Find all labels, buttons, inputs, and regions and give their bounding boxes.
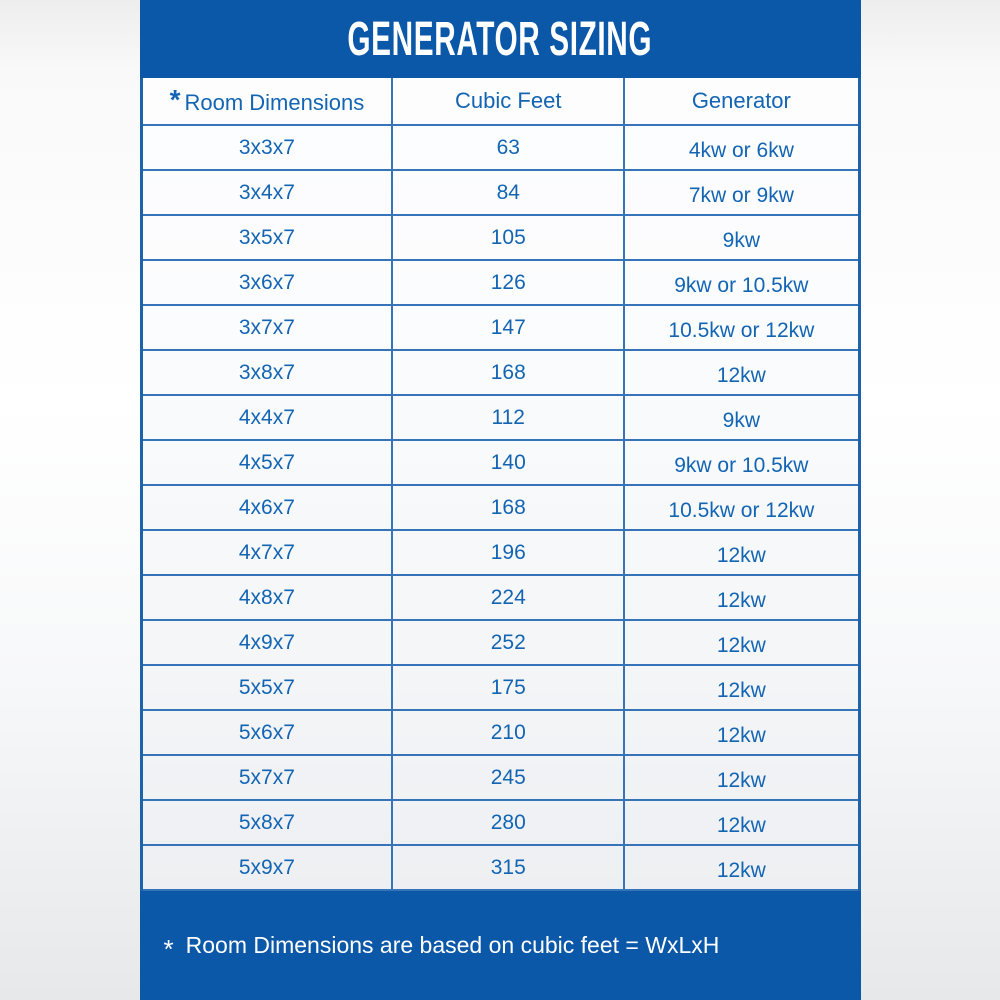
table-row [141, 395, 859, 440]
header-label-room-dimensions: Room Dimensions [184, 90, 365, 115]
cubic-feet-cell: 168 [392, 485, 624, 530]
generator-cell [624, 755, 859, 800]
cubic-feet-cell: 147 [392, 305, 624, 350]
table-row [141, 530, 859, 575]
cubic-feet-cell: 168 [392, 350, 624, 395]
cubic-feet-cell: 224 [392, 575, 624, 620]
room-dimensions-cell: 3x7x7 [141, 305, 392, 350]
generator-value: 9kw [722, 228, 761, 252]
cubic-feet-cell: 140 [392, 440, 624, 485]
cubic-feet-cell: 84 [392, 170, 624, 215]
cubic-feet-cell: 196 [392, 530, 624, 575]
generator-value: 10.5kw or 12kw [668, 498, 815, 522]
generator-cell [624, 260, 859, 305]
generator-value: 12kw [716, 813, 766, 837]
room-dimensions-cell: 5x8x7 [141, 800, 392, 845]
generator-value: 12kw [716, 633, 766, 657]
generator-cell [624, 170, 859, 215]
generator-cell [624, 305, 859, 350]
table-row [141, 350, 859, 395]
generator-value: 12kw [716, 858, 766, 882]
table-row [141, 620, 859, 665]
cubic-feet-cell: 112 [392, 395, 624, 440]
room-dimensions-cell: 3x3x7 [141, 125, 392, 170]
cubic-feet-cell: 280 [392, 800, 624, 845]
header-label-generator: Generator [691, 88, 791, 113]
table-row [141, 125, 859, 170]
cubic-feet-cell: 63 [392, 125, 624, 170]
cubic-feet-cell: 126 [392, 260, 624, 305]
table-row [141, 440, 859, 485]
generator-cell [624, 395, 859, 440]
generator-cell [624, 125, 859, 170]
generator-sizing-panel [140, 0, 861, 1000]
cubic-feet-cell: 315 [392, 845, 624, 890]
cubic-feet-cell: 210 [392, 710, 624, 755]
generator-cell [624, 440, 859, 485]
table-row [141, 755, 859, 800]
generator-value: 7kw or 9kw [688, 183, 794, 207]
asterisk-icon: * [163, 934, 174, 964]
asterisk-marker: * [169, 84, 181, 115]
table-row [141, 845, 859, 890]
cubic-feet-cell: 245 [392, 755, 624, 800]
generator-value: 12kw [716, 678, 766, 702]
room-dimensions-cell: 3x8x7 [141, 350, 392, 395]
title-banner [140, 0, 861, 78]
footnote-band [140, 891, 861, 1000]
room-dimensions-cell: 4x6x7 [141, 485, 392, 530]
header-cell-generator [624, 78, 859, 125]
generator-cell [624, 845, 859, 890]
generator-value: 9kw or 10.5kw [674, 453, 809, 477]
room-dimensions-cell: 5x9x7 [141, 845, 392, 890]
table-row [141, 305, 859, 350]
room-dimensions-cell: 5x5x7 [141, 665, 392, 710]
cubic-feet-cell: 252 [392, 620, 624, 665]
generator-cell [624, 620, 859, 665]
room-dimensions-cell: 4x4x7 [141, 395, 392, 440]
cubic-feet-cell: 105 [392, 215, 624, 260]
generator-cell [624, 215, 859, 260]
generator-value: 4kw or 6kw [688, 138, 794, 162]
table-row [141, 710, 859, 755]
generator-cell [624, 530, 859, 575]
table-row [141, 800, 859, 845]
footnote-text: Room Dimensions are based on cubic feet = WxLxH [185, 932, 720, 958]
header-cell-cubic-feet [392, 78, 624, 125]
room-dimensions-cell: 3x5x7 [141, 215, 392, 260]
table-row [141, 260, 859, 305]
generator-value: 12kw [716, 588, 766, 612]
generator-sizing-table [140, 78, 861, 891]
table-row [141, 170, 859, 215]
table-row [141, 665, 859, 710]
room-dimensions-cell: 4x8x7 [141, 575, 392, 620]
header-cell-room-dimensions [141, 78, 392, 125]
room-dimensions-cell: 5x6x7 [141, 710, 392, 755]
generator-cell [624, 485, 859, 530]
generator-value: 10.5kw or 12kw [668, 318, 815, 342]
room-dimensions-cell: 5x7x7 [141, 755, 392, 800]
generator-value: 12kw [716, 723, 766, 747]
generator-value: 9kw [722, 408, 761, 432]
generator-cell [624, 575, 859, 620]
cubic-feet-cell: 175 [392, 665, 624, 710]
generator-value: 12kw [716, 363, 766, 387]
table-row [141, 215, 859, 260]
generator-value: 9kw or 10.5kw [674, 273, 809, 297]
generator-value: 12kw [716, 543, 766, 567]
header-label-cubic-feet: Cubic Feet [455, 88, 562, 113]
generator-cell [624, 665, 859, 710]
generator-value: 12kw [716, 768, 766, 792]
header-row [141, 78, 859, 125]
generator-cell [624, 710, 859, 755]
generator-cell [624, 800, 859, 845]
room-dimensions-cell: 4x9x7 [141, 620, 392, 665]
room-dimensions-cell: 3x6x7 [141, 260, 392, 305]
room-dimensions-cell: 4x5x7 [141, 440, 392, 485]
page-title: GENERATOR SIZING [347, 12, 653, 66]
table-row [141, 485, 859, 530]
room-dimensions-cell: 3x4x7 [141, 170, 392, 215]
table-row [141, 575, 859, 620]
room-dimensions-cell: 4x7x7 [141, 530, 392, 575]
generator-cell [624, 350, 859, 395]
